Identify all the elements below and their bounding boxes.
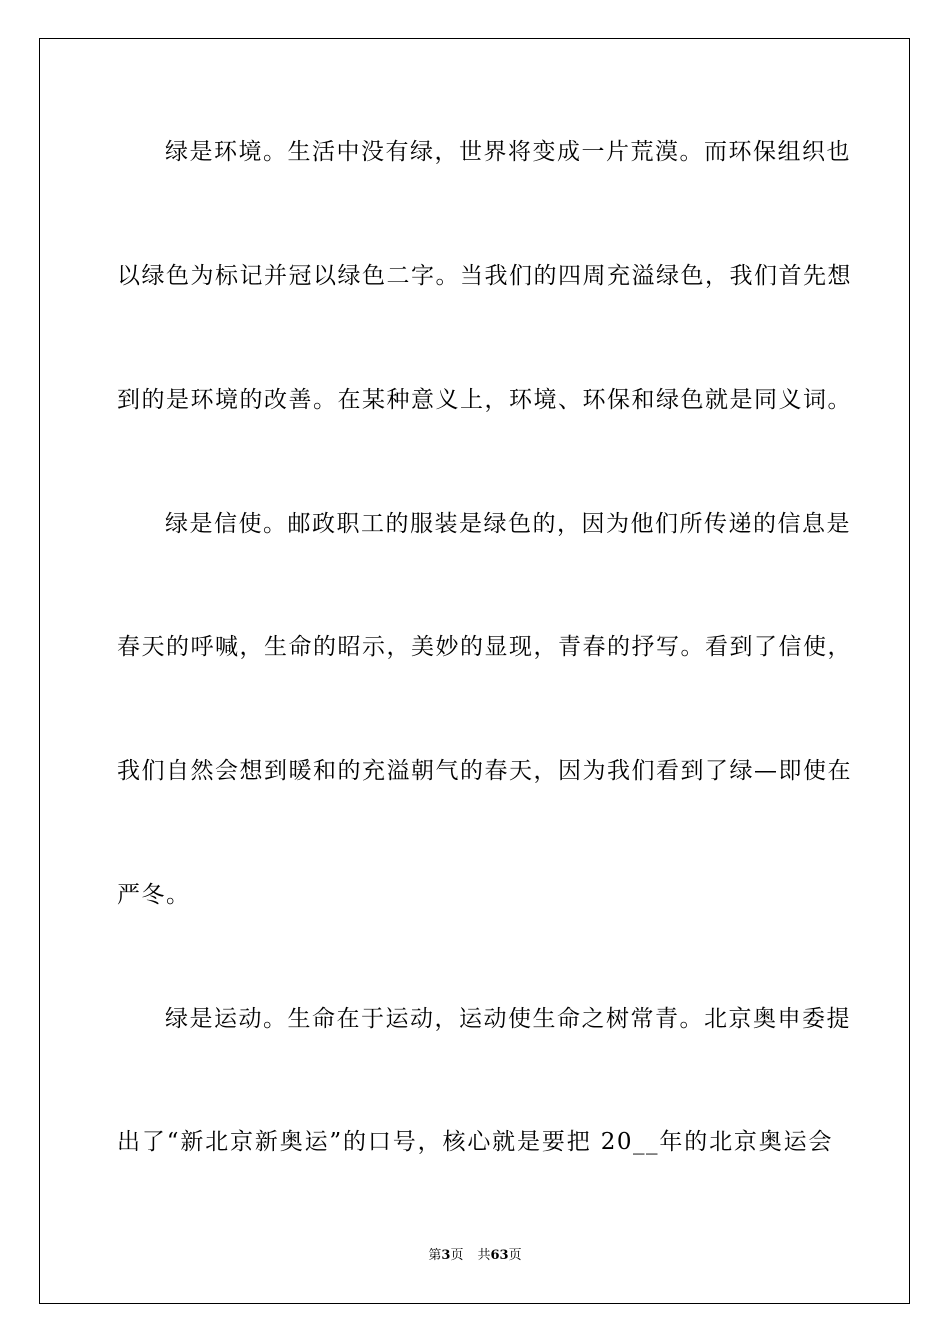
page-footer xyxy=(0,1246,950,1266)
page-prefix: 第 xyxy=(428,1248,442,1263)
paragraph-line: 绿是环境。生活中没有绿，世界将变成一片荒漠。而环保组织也 xyxy=(165,139,851,165)
paragraph-line: 出了“新北京新奥运”的口号，核心就是要把 20__年的北京奥运会 xyxy=(117,1129,833,1155)
paragraph-line: 以绿色为标记并冠以绿色二字。当我们的四周充溢绿色，我们首先想 xyxy=(117,263,852,289)
page-suffix: 页 xyxy=(450,1248,464,1263)
paragraph-line: 严冬。 xyxy=(117,882,191,908)
paragraph-line: 绿是信使。邮政职工的服装是绿色的，因为他们所传递的信息是 xyxy=(165,511,851,537)
paragraph-line: 春天的呼喊，生命的昭示，美妙的显现，青春的抒写。看到了信使， xyxy=(117,634,852,660)
paragraph-line: 绿是运动。生命在于运动，运动使生命之树常青。北京奥申委提 xyxy=(165,1006,851,1032)
total-suffix: 页 xyxy=(508,1248,522,1263)
total-prefix: 共 xyxy=(477,1248,491,1263)
page-border xyxy=(39,38,910,1304)
total-page-count: 63 xyxy=(490,1248,509,1263)
paragraph-line: 到的是环境的改善。在某种意义上，环境、环保和绿色就是同义词。 xyxy=(117,387,852,413)
current-page-number: 3 xyxy=(441,1248,451,1263)
paragraph-line: 我们自然会想到暖和的充溢朝气的春天，因为我们看到了绿—即使在 xyxy=(117,758,852,784)
